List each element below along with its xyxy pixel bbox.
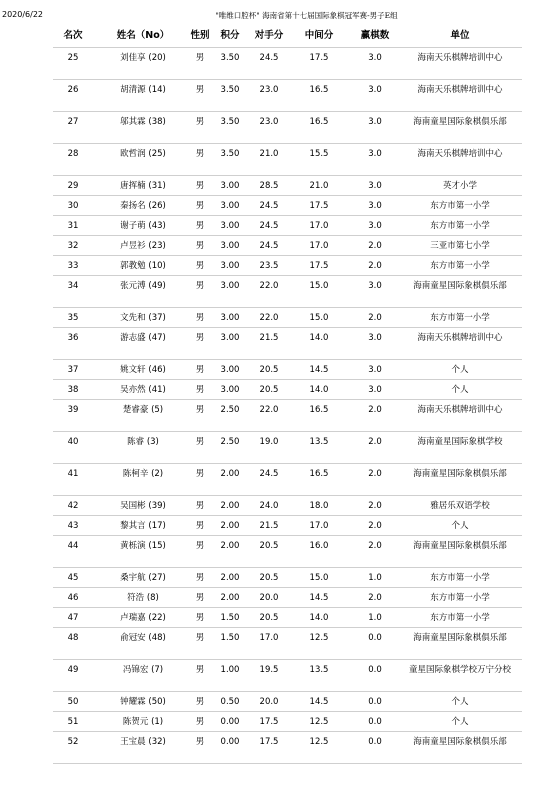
table-row [53, 276, 522, 308]
table-row [53, 400, 522, 432]
cell-opponent-score: 22.0 [259, 281, 279, 291]
cell-unit: 海南天乐棋牌培训中心 [417, 85, 503, 95]
cell-opponent-score: 20.0 [259, 697, 279, 707]
cell-wins: 3.0 [368, 221, 382, 231]
table-body [53, 48, 522, 764]
cell-median: 15.5 [309, 149, 329, 159]
cell-unit: 海南童星国际象棋俱乐部 [413, 737, 507, 747]
cell-opponent-score: 21.0 [259, 149, 279, 159]
cell-name: 邬其霖 (38) [120, 117, 166, 127]
cell-wins: 3.0 [368, 201, 382, 211]
cell-rank: 51 [67, 717, 79, 727]
cell-name: 刘佳享 (20) [120, 53, 166, 63]
cell-opponent-score: 22.0 [259, 313, 279, 323]
table-row [53, 144, 522, 176]
cell-points: 3.00 [220, 201, 240, 211]
cell-rank: 36 [67, 333, 79, 343]
cell-median: 14.0 [309, 333, 329, 343]
print-date: 2020/6/22 [2, 10, 44, 19]
table-row [53, 112, 522, 144]
cell-name: 吴亦然 (41) [120, 385, 166, 395]
cell-median: 12.5 [309, 737, 329, 747]
cell-gender: 男 [195, 437, 205, 447]
table-row [53, 308, 522, 328]
cell-gender: 男 [195, 313, 205, 323]
cell-rank: 29 [67, 181, 79, 191]
cell-gender: 男 [195, 633, 205, 643]
cell-unit: 海南童星国际象棋俱乐部 [413, 633, 507, 643]
cell-wins: 3.0 [368, 149, 382, 159]
cell-rank: 49 [67, 665, 79, 675]
cell-wins: 0.0 [368, 697, 382, 707]
cell-rank: 32 [67, 241, 79, 251]
cell-gender: 男 [195, 593, 205, 603]
cell-opponent-score: 24.5 [259, 201, 279, 211]
cell-wins: 2.0 [368, 437, 382, 447]
cell-unit: 海南天乐棋牌培训中心 [417, 149, 503, 159]
cell-rank: 39 [67, 405, 79, 415]
cell-gender: 男 [195, 201, 205, 211]
cell-median: 17.5 [309, 201, 329, 211]
cell-points: 0.00 [220, 717, 240, 727]
cell-points: 2.00 [220, 573, 240, 583]
cell-unit: 东方市第一小学 [430, 261, 490, 271]
standings-table [53, 26, 522, 764]
cell-median: 13.5 [309, 665, 329, 675]
cell-gender: 男 [195, 541, 205, 551]
cell-opponent-score: 17.5 [259, 737, 279, 747]
cell-median: 17.5 [309, 53, 329, 63]
cell-wins: 2.0 [368, 261, 382, 271]
cell-unit: 东方市第一小学 [430, 201, 490, 211]
cell-median: 17.0 [309, 241, 329, 251]
cell-unit: 东方市第一小学 [430, 573, 490, 583]
cell-points: 2.00 [220, 501, 240, 511]
cell-gender: 男 [195, 737, 205, 747]
cell-unit: 海南童星国际象棋学校 [417, 437, 503, 447]
cell-unit: 海南童星国际象棋俱乐部 [413, 117, 507, 127]
table-row [53, 48, 522, 80]
cell-gender: 男 [195, 385, 205, 395]
table-row [53, 360, 522, 380]
cell-unit: 海南天乐棋牌培训中心 [417, 53, 503, 63]
page-header [0, 0, 545, 26]
cell-points: 3.00 [220, 365, 240, 375]
cell-rank: 42 [67, 501, 79, 511]
cell-rank: 33 [67, 261, 79, 271]
cell-points: 3.00 [220, 281, 240, 291]
table-row [53, 380, 522, 400]
cell-unit: 东方市第一小学 [430, 313, 490, 323]
cell-gender: 男 [195, 573, 205, 583]
cell-opponent-score: 20.5 [259, 385, 279, 395]
cell-name: 符浩 (8) [127, 593, 159, 603]
cell-wins: 0.0 [368, 633, 382, 643]
cell-opponent-score: 21.5 [259, 521, 279, 531]
cell-points: 2.00 [220, 541, 240, 551]
cell-median: 15.0 [309, 313, 329, 323]
cell-points: 3.00 [220, 181, 240, 191]
cell-unit: 海南童星国际象棋俱乐部 [413, 469, 507, 479]
table-row [53, 432, 522, 464]
cell-gender: 男 [195, 221, 205, 231]
cell-unit: 个人 [451, 365, 469, 375]
cell-name: 姚文轩 (46) [120, 365, 166, 375]
cell-rank: 37 [67, 365, 79, 375]
cell-name: 钟耀霖 (50) [120, 697, 166, 707]
cell-unit: 个人 [451, 385, 469, 395]
cell-gender: 男 [195, 365, 205, 375]
cell-gender: 男 [195, 521, 205, 531]
cell-name: 游志盛 (47) [120, 333, 166, 343]
cell-name: 陈睿 (3) [127, 437, 159, 447]
cell-gender: 男 [195, 333, 205, 343]
cell-name: 王宝晨 (32) [120, 737, 166, 747]
cell-rank: 52 [67, 737, 79, 747]
document-title: "唯维口腔杯" 海南省第十七届国际象棋冠军赛-男子E组 [215, 11, 398, 20]
cell-wins: 3.0 [368, 281, 382, 291]
cell-opponent-score: 24.5 [259, 241, 279, 251]
cell-name: 秦扬名 (26) [120, 201, 166, 211]
cell-gender: 男 [195, 281, 205, 291]
table-row [53, 496, 522, 516]
cell-name: 俞冠安 (48) [120, 633, 166, 643]
cell-opponent-score: 17.0 [259, 633, 279, 643]
cell-points: 1.00 [220, 665, 240, 675]
cell-unit: 海南童星国际象棋俱乐部 [413, 281, 507, 291]
cell-gender: 男 [195, 697, 205, 707]
cell-wins: 2.0 [368, 501, 382, 511]
cell-median: 18.0 [309, 501, 329, 511]
cell-name: 郭教勉 (10) [120, 261, 166, 271]
cell-median: 14.5 [309, 365, 329, 375]
cell-points: 3.50 [220, 85, 240, 95]
cell-opponent-score: 17.5 [259, 717, 279, 727]
cell-median: 14.5 [309, 697, 329, 707]
cell-opponent-score: 22.0 [259, 405, 279, 415]
cell-rank: 48 [67, 633, 79, 643]
cell-rank: 44 [67, 541, 79, 551]
cell-median: 13.5 [309, 437, 329, 447]
cell-opponent-score: 20.5 [259, 365, 279, 375]
table-row [53, 80, 522, 112]
cell-median: 17.0 [309, 521, 329, 531]
cell-opponent-score: 24.5 [259, 221, 279, 231]
cell-opponent-score: 24.5 [259, 469, 279, 479]
cell-median: 12.5 [309, 633, 329, 643]
table-row [53, 732, 522, 764]
table-row [53, 536, 522, 568]
cell-rank: 25 [67, 53, 79, 63]
cell-points: 3.50 [220, 149, 240, 159]
cell-name: 文先和 (37) [120, 313, 166, 323]
table-row [53, 464, 522, 496]
cell-points: 3.00 [220, 221, 240, 231]
table-row [53, 588, 522, 608]
cell-unit: 海南童星国际象棋俱乐部 [413, 541, 507, 551]
cell-wins: 3.0 [368, 333, 382, 343]
cell-name: 卢昱衫 (23) [120, 241, 166, 251]
cell-median: 21.0 [309, 181, 329, 191]
cell-gender: 男 [195, 261, 205, 271]
cell-name: 陈贺元 (1) [122, 717, 164, 727]
cell-wins: 0.0 [368, 737, 382, 747]
cell-rank: 40 [67, 437, 79, 447]
cell-wins: 0.0 [368, 717, 382, 727]
cell-name: 黄栎演 (15) [120, 541, 166, 551]
cell-wins: 3.0 [368, 385, 382, 395]
cell-wins: 3.0 [368, 365, 382, 375]
cell-unit: 童星国际象棋学校万宁分校 [408, 665, 511, 675]
cell-opponent-score: 24.0 [259, 501, 279, 511]
table-row [53, 328, 522, 360]
cell-median: 14.5 [309, 593, 329, 603]
column-header-unit: 单位 [450, 30, 470, 41]
cell-unit: 个人 [451, 697, 469, 707]
cell-name: 黎其言 (17) [120, 521, 166, 531]
cell-points: 3.00 [220, 241, 240, 251]
table-row [53, 608, 522, 628]
cell-gender: 男 [195, 405, 205, 415]
cell-opponent-score: 24.5 [259, 53, 279, 63]
cell-opponent-score: 28.5 [259, 181, 279, 191]
cell-wins: 1.0 [368, 573, 382, 583]
cell-gender: 男 [195, 149, 205, 159]
cell-points: 3.00 [220, 261, 240, 271]
cell-median: 14.0 [309, 385, 329, 395]
cell-opponent-score: 20.5 [259, 573, 279, 583]
cell-wins: 3.0 [368, 85, 382, 95]
cell-gender: 男 [195, 717, 205, 727]
cell-rank: 26 [67, 85, 79, 95]
cell-name: 桑宇航 (27) [120, 573, 166, 583]
cell-rank: 38 [67, 385, 79, 395]
cell-wins: 2.0 [368, 541, 382, 551]
column-header-points: 积分 [220, 30, 240, 41]
cell-points: 0.00 [220, 737, 240, 747]
cell-rank: 41 [67, 469, 79, 479]
cell-opponent-score: 20.5 [259, 613, 279, 623]
cell-median: 16.5 [309, 117, 329, 127]
cell-median: 16.5 [309, 405, 329, 415]
cell-name: 卢瑞嘉 (22) [120, 613, 166, 623]
table-row [53, 196, 522, 216]
cell-gender: 男 [195, 501, 205, 511]
cell-rank: 45 [67, 573, 79, 583]
cell-wins: 2.0 [368, 405, 382, 415]
cell-points: 2.00 [220, 593, 240, 603]
column-header-wins: 赢棋数 [360, 30, 390, 41]
cell-unit: 英才小学 [442, 181, 477, 191]
cell-rank: 50 [67, 697, 79, 707]
cell-name: 吴国彬 (39) [120, 501, 166, 511]
column-header-gender: 性别 [190, 30, 210, 41]
cell-points: 3.00 [220, 313, 240, 323]
cell-rank: 31 [67, 221, 79, 231]
cell-name: 楚睿豪 (5) [122, 405, 164, 415]
table-row [53, 256, 522, 276]
cell-wins: 2.0 [368, 521, 382, 531]
cell-unit: 海南天乐棋牌培训中心 [417, 405, 503, 415]
cell-wins: 3.0 [368, 181, 382, 191]
cell-opponent-score: 19.5 [259, 665, 279, 675]
cell-rank: 35 [67, 313, 79, 323]
cell-gender: 男 [195, 85, 205, 95]
column-header-rank: 名次 [63, 30, 83, 41]
cell-opponent-score: 21.5 [259, 333, 279, 343]
table-header-row [53, 26, 522, 48]
table-row [53, 628, 522, 660]
cell-gender: 男 [195, 613, 205, 623]
cell-gender: 男 [195, 181, 205, 191]
cell-rank: 47 [67, 613, 79, 623]
cell-wins: 3.0 [368, 53, 382, 63]
cell-points: 2.00 [220, 521, 240, 531]
cell-opponent-score: 23.0 [259, 85, 279, 95]
cell-name: 唐挥楠 (31) [120, 181, 166, 191]
table-row [53, 692, 522, 712]
cell-name: 冯锦宏 (7) [122, 665, 164, 675]
cell-rank: 34 [67, 281, 79, 291]
table-row [53, 712, 522, 732]
cell-wins: 0.0 [368, 665, 382, 675]
table-row [53, 660, 522, 692]
cell-rank: 43 [67, 521, 79, 531]
cell-rank: 28 [67, 149, 79, 159]
cell-wins: 3.0 [368, 117, 382, 127]
cell-gender: 男 [195, 665, 205, 675]
cell-median: 14.0 [309, 613, 329, 623]
cell-points: 0.50 [220, 697, 240, 707]
table-row [53, 176, 522, 196]
cell-points: 2.00 [220, 469, 240, 479]
cell-unit: 雅居乐双语学校 [430, 501, 490, 511]
cell-points: 2.50 [220, 437, 240, 447]
cell-unit: 海南天乐棋牌培训中心 [417, 333, 503, 343]
cell-median: 16.0 [309, 541, 329, 551]
cell-wins: 2.0 [368, 593, 382, 603]
cell-name: 张元溥 (49) [120, 281, 166, 291]
cell-median: 17.5 [309, 261, 329, 271]
cell-points: 3.50 [220, 53, 240, 63]
cell-points: 1.50 [220, 633, 240, 643]
cell-unit: 个人 [451, 521, 469, 531]
cell-median: 15.0 [309, 573, 329, 583]
cell-rank: 30 [67, 201, 79, 211]
cell-median: 15.0 [309, 281, 329, 291]
cell-median: 17.0 [309, 221, 329, 231]
table-row [53, 236, 522, 256]
cell-wins: 2.0 [368, 241, 382, 251]
cell-unit: 三亚市第七小学 [430, 241, 490, 251]
cell-gender: 男 [195, 53, 205, 63]
cell-points: 3.00 [220, 385, 240, 395]
cell-name: 谢子萌 (43) [120, 221, 166, 231]
cell-unit: 个人 [451, 717, 469, 727]
cell-unit: 东方市第一小学 [430, 613, 490, 623]
cell-median: 16.5 [309, 469, 329, 479]
cell-wins: 1.0 [368, 613, 382, 623]
cell-wins: 2.0 [368, 469, 382, 479]
column-header-name: 姓名（No） [116, 30, 170, 41]
cell-opponent-score: 19.0 [259, 437, 279, 447]
cell-gender: 男 [195, 469, 205, 479]
cell-rank: 27 [67, 117, 79, 127]
cell-unit: 东方市第一小学 [430, 593, 490, 603]
cell-opponent-score: 23.5 [259, 261, 279, 271]
cell-points: 2.50 [220, 405, 240, 415]
cell-opponent-score: 20.0 [259, 593, 279, 603]
table-row [53, 216, 522, 236]
table-row [53, 568, 522, 588]
table-row [53, 516, 522, 536]
cell-name: 欧哲润 (25) [120, 149, 166, 159]
cell-name: 陈柯辛 (2) [122, 469, 164, 479]
cell-points: 1.50 [220, 613, 240, 623]
cell-name: 胡清源 (14) [120, 85, 166, 95]
cell-median: 16.5 [309, 85, 329, 95]
cell-opponent-score: 20.5 [259, 541, 279, 551]
cell-wins: 2.0 [368, 313, 382, 323]
column-header-median: 中间分 [304, 30, 334, 41]
cell-opponent-score: 23.0 [259, 117, 279, 127]
column-header-opponent-score: 对手分 [254, 30, 284, 41]
cell-unit: 东方市第一小学 [430, 221, 490, 231]
cell-gender: 男 [195, 241, 205, 251]
cell-gender: 男 [195, 117, 205, 127]
cell-median: 12.5 [309, 717, 329, 727]
cell-points: 3.50 [220, 117, 240, 127]
cell-rank: 46 [67, 593, 79, 603]
cell-points: 3.00 [220, 333, 240, 343]
